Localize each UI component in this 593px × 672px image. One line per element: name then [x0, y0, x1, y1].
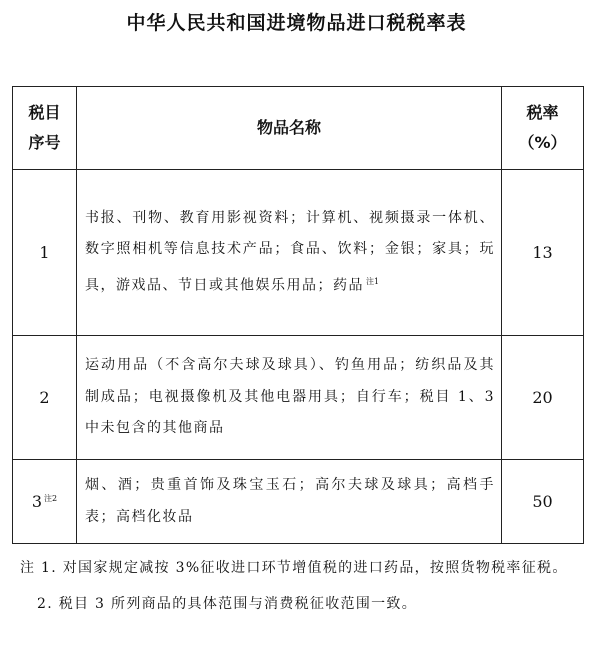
row-tax-rate-value: 13 [532, 243, 553, 262]
row-item-number [13, 460, 77, 544]
row-item-number-value: 2 [39, 388, 50, 407]
row-tax-rate [502, 460, 584, 544]
row-item-name [77, 460, 502, 544]
row-tax-rate [502, 170, 584, 336]
row-tax-rate-value: 50 [532, 492, 553, 511]
table-header-row [13, 87, 584, 170]
header-item-name-label: 物品名称 [256, 118, 321, 137]
row-item-name-text: 烟、酒；贵重首饰及珠宝玉石；高尔夫球及球具；高档手表；高档化妆品 [85, 477, 495, 525]
row-item-number-value: 3 [31, 492, 43, 511]
table-row [13, 170, 584, 336]
row-item-name [77, 336, 502, 460]
table-row [13, 336, 584, 460]
row-item-number [13, 170, 77, 336]
footnote-marker: 注2 [44, 493, 58, 503]
footnote-1: 注 1. 对国家规定减按 3%征收进口环节增值税的进口药品，按照货物税率征税。 [20, 560, 568, 576]
row-tax-rate [502, 336, 584, 460]
row-item-name-text: 运动用品（不含高尔夫球及球具）、钓鱼用品；纺织品及其制成品；电视摄像机及其他电器用具；自行车；税目 1、3 中未包含的其他商品 [85, 357, 495, 437]
footnote-marker: 注1 [366, 276, 380, 286]
tax-rate-table [12, 86, 584, 544]
footnotes [20, 552, 580, 620]
header-tax-rate [502, 87, 584, 170]
table-row [13, 460, 584, 544]
header-item-name [77, 87, 502, 170]
row-item-number-value: 1 [39, 243, 50, 262]
header-tax-rate-line2: （%） [518, 133, 567, 152]
header-tax-rate-line1: 税率 [526, 103, 559, 122]
header-item-number-line2: 序号 [28, 133, 61, 152]
row-tax-rate-value: 20 [532, 388, 553, 407]
header-item-number [13, 87, 77, 170]
document-title: 中华人民共和国进境物品进口税税率表 [126, 12, 467, 34]
footnote-2: 2. 税目 3 所列商品的具体范围与消费税征收范围一致。 [37, 596, 418, 612]
header-item-number-line1: 税目 [28, 103, 61, 122]
row-item-number [13, 336, 77, 460]
row-item-name-text: 书报、刊物、教育用影视资料；计算机、视频摄录一体机、数字照相机等信息技术产品；食品、饮料；金银；家具；玩具，游戏品、节日或其他娱乐用品；药品 [85, 209, 495, 294]
row-item-name [77, 170, 502, 336]
